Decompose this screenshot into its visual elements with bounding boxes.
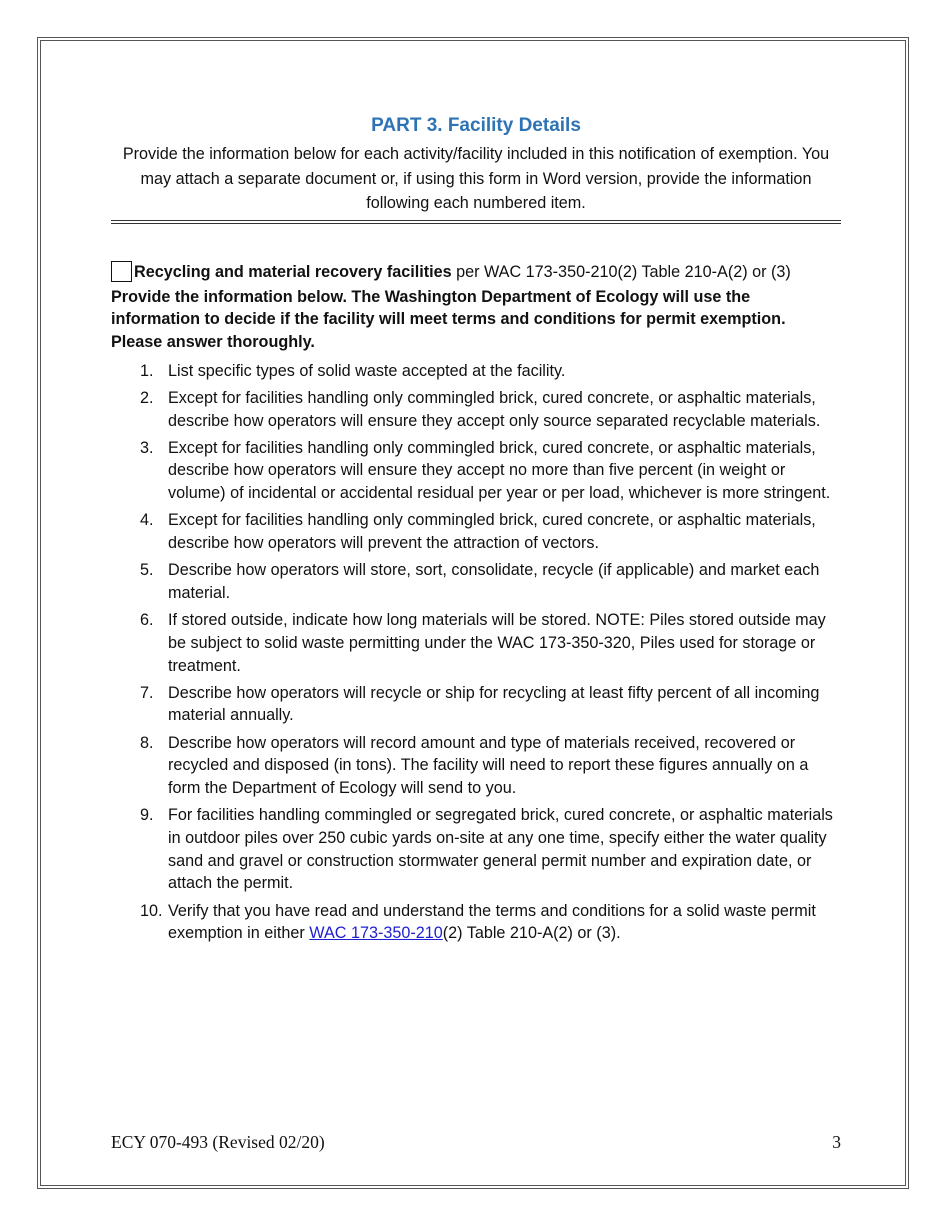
item-number: 5. [140,561,154,580]
item-number: 7. [140,683,154,702]
section-instructions: Provide the information below. The Washington Department of Ecology will use the information to decide if the facility will meet terms and conditions for permit exemption. Please answer thoroughly. [111,287,786,351]
part-title: PART 3. Facility Details [371,115,581,136]
item-text: Describe how operators will store, sort, consolidate, recycle (if applicable) and market each material. [168,561,820,602]
page-footer [111,1130,841,1154]
item-number: 8. [140,733,154,752]
list-item [111,387,841,432]
item-number: 2. [140,388,154,407]
list-item [111,559,841,604]
item-text-after-link: (2) Table 210-A(2) or (3). [442,924,621,943]
item-text: If stored outside, indicate how long materials will be stored. NOTE: Piles stored outside may be subject to solid waste permitting under the WAC 173-350-320, Piles used for storage or treatment. [168,611,826,675]
item-text: For facilities handling commingled or segregated brick, cured concrete, or asphaltic materials in outdoor piles over 250 cubic yards on-site at any one time, specify either the water quality sand and gravel or construction stormwater general permit number and expiration date, or attach the permit. [168,806,833,893]
item-text: Describe how operators will record amount and type of materials received, recovered or recycled and disposed (in tons). The facility will need to report these figures annually on a form the Department of Ecology will send to you. [168,733,809,798]
item-text: Except for facilities handling only commingled brick, cured concrete, or asphaltic materials, describe how operators will prevent the attraction of vectors. [168,511,816,553]
item-list [111,360,841,945]
item-number: 9. [140,806,154,825]
intro-paragraph: Provide the information below for each activity/facility included in this notification of exemption. You may attach a separate document or, if using this form in Word version, provide the information following each numbered item. [122,145,830,212]
item-number: 4. [140,511,154,530]
list-item [111,360,841,383]
page-content [111,112,841,949]
form-id: ECY 070-493 (Revised 02/20) [111,1132,325,1152]
item-number: 1. [140,361,154,380]
section-title: Recycling and material recovery facilities [134,262,452,281]
item-number: 6. [140,611,154,630]
item-text [168,900,841,945]
list-item [111,509,841,554]
list-item [111,437,841,505]
section-heading-text [134,260,791,284]
list-item [111,804,841,895]
item-text: Except for facilities handling only commingled brick, cured concrete, or asphaltic materials, describe how operators will ensure they accept only source separated recyclable materials. [168,388,821,430]
item-number: 3. [140,438,154,457]
section-title-suffix: per WAC 173-350-210(2) Table 210-A(2) or (3) [451,262,791,281]
list-item [111,682,841,727]
list-item [111,609,841,677]
list-item [111,900,841,945]
wac-173-350-210-link[interactable]: WAC 173-350-210 [309,924,443,943]
header-divider [111,220,841,224]
section-heading [111,260,841,284]
item-text: List specific types of solid waste accepted at the facility. [168,361,566,380]
item-text-before-link: Verify that you have read and understand the terms and conditions for a solid waste permit exemption in either [168,901,816,943]
item-text: Describe how operators will recycle or ship for recycling at least fifty percent of all incoming material annually. [168,683,820,725]
page-number: 3 [832,1132,841,1152]
list-item [111,732,841,800]
item-number: 10. [140,901,163,920]
item-text: Except for facilities handling only commingled brick, cured concrete, or asphaltic materials, describe how operators will ensure they accept no more than five percent (in weight or volume) of incidental or accidental residual per year or per load, whichever is more stringent. [168,438,831,503]
recycling-facility-checkbox[interactable] [111,261,132,282]
